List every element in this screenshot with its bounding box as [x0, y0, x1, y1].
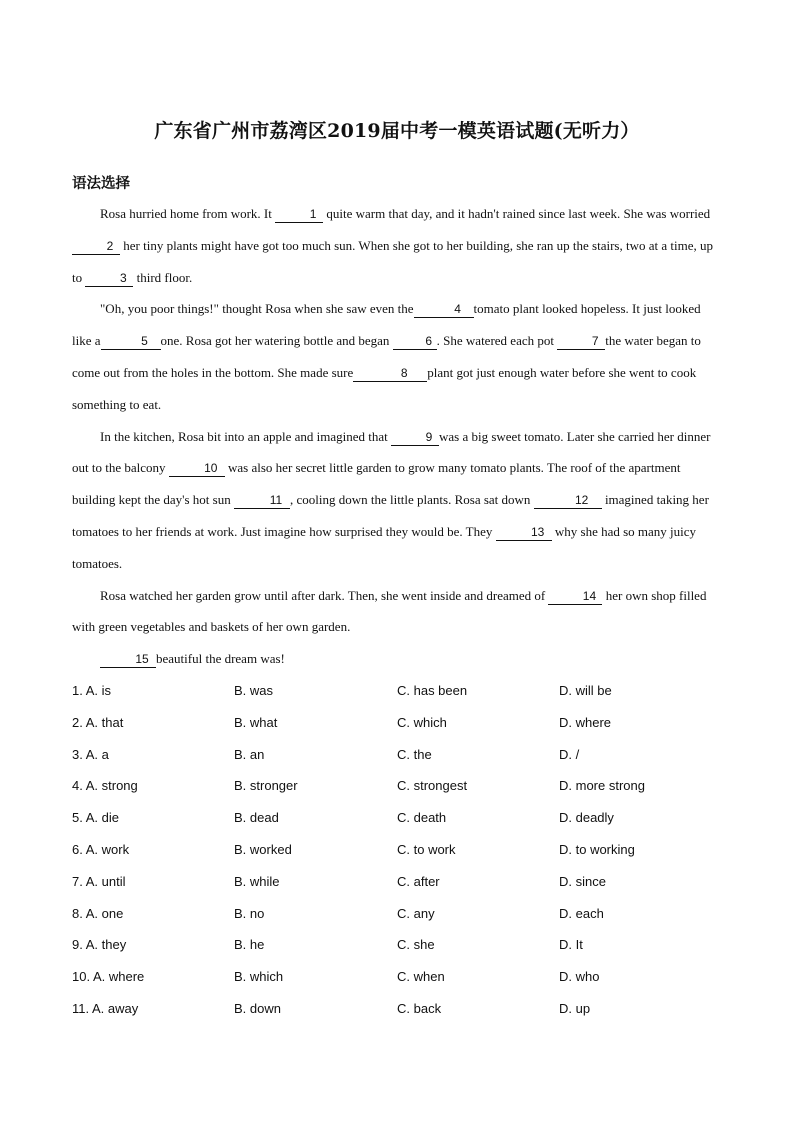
blank-5: 5	[101, 334, 161, 350]
blank-8: 8	[353, 366, 427, 382]
option-row	[72, 898, 722, 930]
blank-11: 11	[234, 493, 290, 509]
option-b: B. while	[234, 873, 280, 889]
option-b: B. dead	[234, 810, 279, 826]
option-c: C. any	[397, 905, 435, 921]
blank-13: 13	[496, 525, 552, 541]
option-c: C. when	[397, 969, 445, 985]
blank-12: 12	[534, 493, 602, 509]
cloze-passage	[72, 198, 722, 675]
paragraph-2	[72, 293, 722, 420]
option-a: 1. A. is	[72, 683, 112, 698]
passage-text: was a big sweet tomato. Later she carried her dinner out to the balcony	[72, 428, 711, 476]
option-d: D. /	[559, 746, 580, 762]
option-b: B. he	[234, 937, 265, 953]
option-row	[72, 993, 722, 1025]
passage-text: third floor.	[133, 269, 193, 285]
option-d: D. where	[559, 714, 612, 730]
option-a: 5. A. die	[72, 810, 119, 826]
option-c: C. she	[397, 937, 435, 953]
option-c: C. strongest	[397, 778, 468, 794]
passage-text: "Oh, you poor things!" thought Rosa when she saw even the	[100, 301, 414, 317]
option-a: 2. A. that	[72, 714, 124, 730]
option-b: B. no	[234, 905, 265, 921]
option-a: 11. A. away	[72, 1000, 139, 1016]
option-d: D. It	[559, 937, 583, 953]
option-b: B. was	[234, 683, 274, 698]
option-row	[72, 739, 722, 771]
option-row	[72, 929, 722, 961]
option-a: 6. A. work	[72, 841, 130, 857]
option-d: D. deadly	[559, 810, 614, 826]
option-b: B. what	[234, 714, 278, 730]
option-c: C. after	[397, 873, 440, 889]
paragraph-1	[72, 198, 722, 293]
option-a: 4. A. strong	[72, 778, 138, 794]
option-row	[72, 802, 722, 834]
passage-text: plant got just enough water before she went to cook something to eat.	[72, 364, 697, 412]
option-row	[72, 834, 722, 866]
option-a: 9. A. they	[72, 937, 127, 953]
option-c: C. the	[397, 746, 432, 762]
passage-text: why she had so many juicy tomatoes.	[72, 523, 697, 571]
option-c: C. which	[397, 714, 447, 730]
option-d: D. who	[559, 969, 600, 985]
option-d: D. since	[559, 873, 606, 889]
blank-3: 3	[85, 271, 133, 287]
option-row	[72, 675, 722, 707]
passage-text: . She watered each pot	[436, 333, 558, 349]
option-b: B. worked	[234, 841, 292, 857]
passage-text: her own shop filled with green vegetables and baskets of her own garden.	[72, 587, 707, 635]
blank-4: 4	[414, 302, 474, 318]
option-a: 7. A. until	[72, 873, 126, 889]
option-d: D. each	[559, 905, 604, 921]
passage-text: imagined taking her tomatoes to her friends at work. Just imagine how surprised they would be. They	[72, 492, 709, 539]
option-a: 10. A. where	[72, 969, 145, 985]
option-row	[72, 707, 722, 739]
option-a: 3. A. a	[72, 746, 109, 762]
passage-text: beautiful the dream was!	[156, 651, 285, 667]
option-row	[72, 770, 722, 802]
blank-14: 14	[548, 589, 602, 605]
option-c: C. has been	[397, 683, 468, 698]
page-title: 广东省广州市荔湾区2019届中考一模英语试题(无听力）	[154, 120, 640, 142]
passage-text: In the kitchen, Rosa bit into an apple and imagined that	[100, 428, 391, 444]
passage-text: , cooling down the little plants. Rosa sat down	[289, 492, 534, 508]
blank-15: 15	[100, 652, 156, 668]
passage-text: her tiny plants might have got too much sun. When she got to her building, she ran up the stairs, two at a time, up to	[72, 237, 713, 285]
blank-10: 10	[169, 461, 225, 477]
blank-9: 9	[391, 430, 439, 446]
passage-text: Rosa watched her garden grow until after dark. Then, she went inside and dreamed of	[100, 587, 549, 603]
option-d: D. will be	[559, 683, 612, 698]
option-b: B. an	[234, 746, 265, 762]
answer-options	[72, 675, 722, 1025]
passage-text: one. Rosa got her watering bottle and began	[160, 333, 393, 349]
option-b: B. down	[234, 1000, 281, 1016]
paragraph-3	[72, 421, 722, 580]
option-c: C. back	[397, 1000, 442, 1016]
blank-2: 2	[72, 239, 120, 255]
option-c: C. to work	[397, 841, 456, 857]
passage-text: quite warm that day, and it hadn't rained since last week. She was worried	[323, 206, 711, 221]
option-b: B. which	[234, 969, 284, 985]
option-row	[72, 866, 722, 898]
blank-6: 6	[393, 334, 437, 350]
option-b: B. stronger	[234, 778, 298, 794]
passage-text: tomato plant looked hopeless. It just looked like a	[72, 301, 701, 349]
option-d: D. up	[559, 1000, 591, 1016]
option-d: D. more strong	[559, 778, 645, 794]
option-d: D. to working	[559, 841, 635, 857]
paragraph-4	[72, 580, 722, 644]
passage-text: was also her secret little garden to grow many tomato plants. The roof of the apartment building kept the day's hot sun	[72, 460, 681, 508]
passage-text: the water began to come out from the holes in the bottom. She made sure	[72, 333, 701, 380]
option-c: C. death	[397, 810, 447, 826]
passage-text: Rosa hurried home from work. It	[100, 206, 276, 221]
paragraph-5	[72, 643, 722, 675]
blank-1: 1	[275, 207, 323, 223]
blank-7: 7	[557, 334, 605, 350]
option-row	[72, 961, 722, 993]
section-heading: 语法选择	[72, 176, 130, 192]
option-a: 8. A. one	[72, 905, 124, 921]
